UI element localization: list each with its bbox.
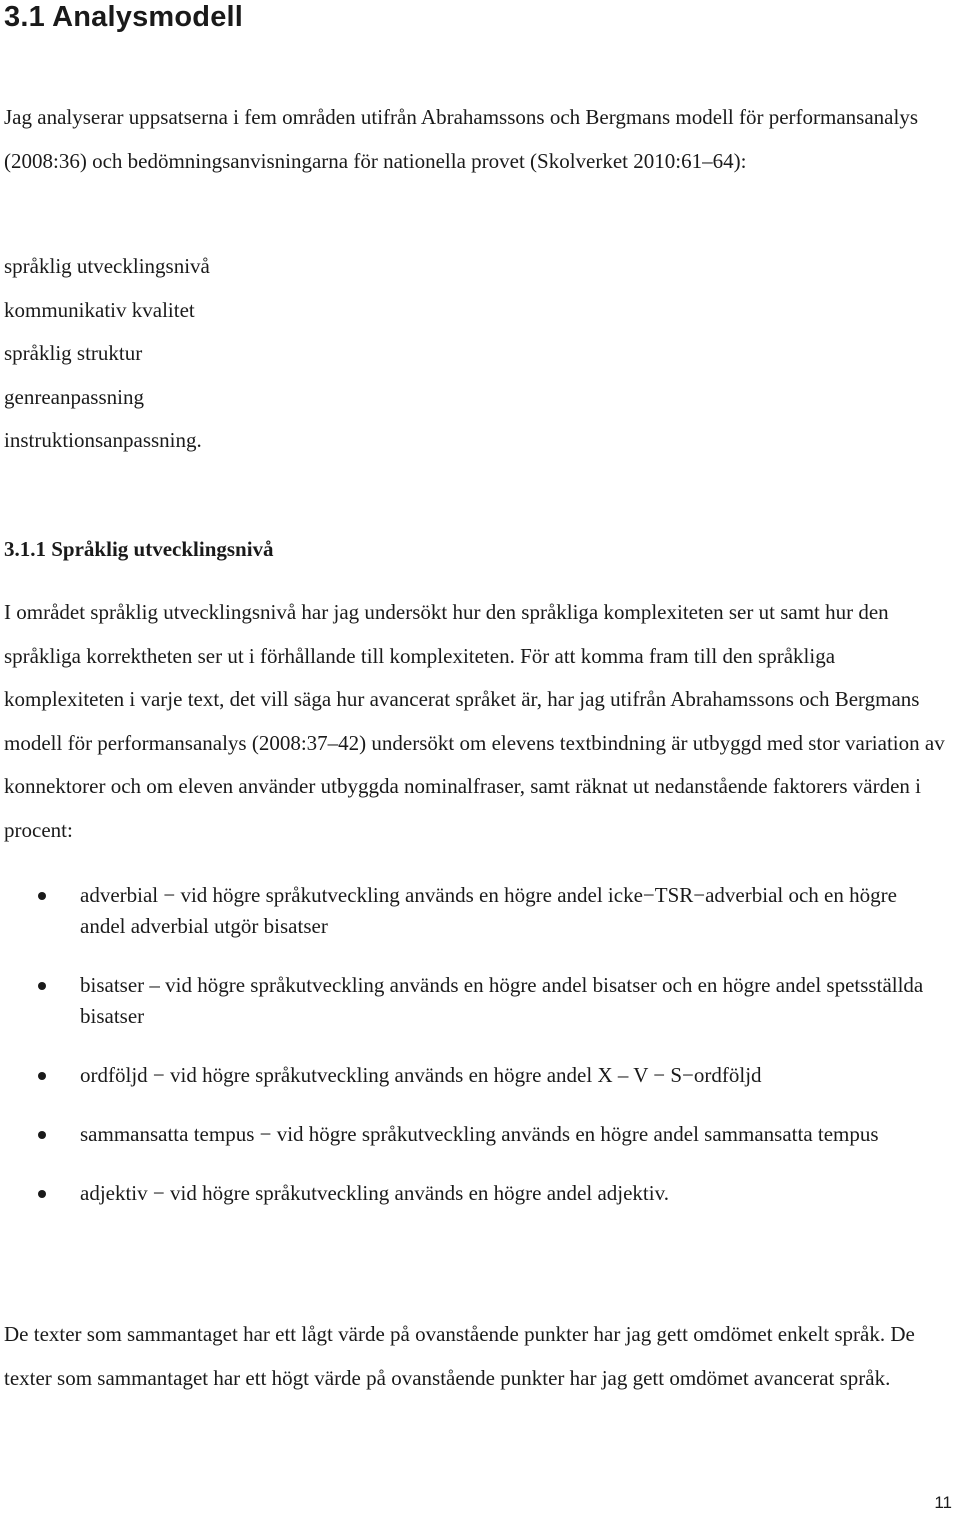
bullet-icon: [38, 1072, 46, 1080]
bullet-icon: [38, 1190, 46, 1198]
factor-text: sammansatta tempus − vid högre språkutveckling används en högre andel sammansatta tempus: [80, 1122, 879, 1146]
subsection-heading: 3.1.1 Språklig utvecklingsnivå: [4, 537, 274, 561]
method-paragraph: I området språklig utvecklingsnivå har jag undersökt hur den språkliga komplexiteten ser ut samt hur den språkliga korrektheten ser ut i förhållande till komplexiteten. För att komma fram till den språkliga komplexiteten i varje text, det vill säga hur avancerat språket är, har jag utifrån Abrahamssons och Bergmans modell för performansanalys (2008:37‒42) undersökt om elevens textbindning är utbyggd med stor variation av konnektorer och om eleven använder utbyggda nominalfraser, samt räknat ut nedanstående faktorers värden i procent:: [4, 600, 945, 842]
factor-item: [0, 970, 930, 1032]
factor-item: [0, 1119, 930, 1150]
bullet-icon: [38, 892, 46, 900]
analysis-area-item: språklig utvecklingsnivå: [4, 254, 210, 278]
analysis-area-item: genreanpassning: [4, 384, 144, 409]
bullet-icon: [38, 1131, 46, 1139]
factor-text: adverbial − vid högre språkutveckling används en högre andel icke−TSR−adverbial och en högre andel adverbial utgör bisatser: [80, 883, 897, 938]
section-heading: 3.1 Analysmodell: [4, 1, 244, 33]
factor-item: [0, 1060, 930, 1091]
factor-text: bisatser – vid högre språkutveckling används en högre andel bisatser och en högre andel spetsställda bisatser: [80, 973, 924, 1028]
analysis-areas-list: [4, 245, 210, 463]
factor-text: ordföljd − vid högre språkutveckling används en högre andel X – V − S−ordföljd: [80, 1063, 762, 1087]
analysis-area-item: kommunikativ kvalitet: [4, 297, 195, 322]
analysis-area-item: instruktionsanpassning.: [4, 428, 202, 452]
intro-paragraph: Jag analyserar uppsatserna i fem områden utifrån Abrahamssons och Bergmans modell för performansanalys (2008:36) och bedömningsanvisningarna för nationella provet (Skolverket 2010:61‒64):: [4, 105, 919, 173]
conclusion-paragraph: De texter som sammantaget har ett lågt värde på ovanstående punkter har jag gett omdömet enkelt språk. De texter som sammantaget har ett högt värde på ovanstående punkter har jag gett omdömet avancerat språk.: [4, 1322, 915, 1390]
factors-list: [0, 880, 960, 1237]
page-number: 11: [934, 1493, 952, 1512]
factor-item: [0, 1178, 930, 1209]
analysis-area-item: språklig struktur: [4, 341, 143, 365]
factor-text: adjektiv − vid högre språkutveckling används en högre andel adjektiv.: [80, 1181, 669, 1205]
factor-item: [0, 880, 930, 942]
bullet-icon: [38, 982, 46, 990]
